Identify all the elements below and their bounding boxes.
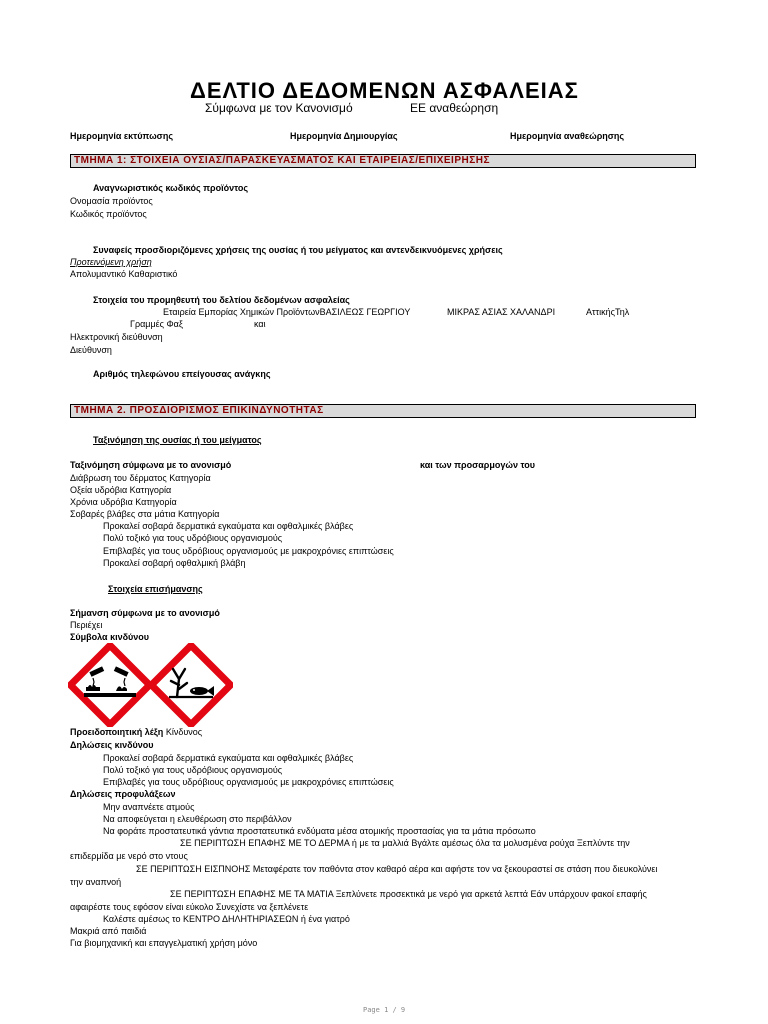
hazard-statement: Επιβλαβές για τους υδρόβιους οργανισμούς με μακροχρόνιες επιπτώσεις xyxy=(103,777,394,787)
supplier-heading: Στοιχεία του προμηθευτή του δελτίου δεδομένων ασφαλείας xyxy=(93,295,350,305)
signal-word-value: Κίνδυνος xyxy=(165,727,203,737)
document-title: ΔΕΛΤΙΟ ΔΕΔΟΜΕΝΩΝ ΑΣΦΑΛΕΙΑΣ xyxy=(190,78,579,103)
emergency-heading: Αριθμός τηλεφώνου επείγουσας ανάγκης xyxy=(93,369,271,379)
classification-adaptations: και των προσαρμογών του xyxy=(420,460,535,470)
precautionary-statement: Να φοράτε προστατευτικά γάντια προστατευτικά ενδύματα μέσα ατομικής προστασίας για τα μάτια πρόσωπο xyxy=(103,826,536,836)
uses-heading: Συναφείς προσδιοριζόμενες χρήσεις της ουσίας ή του μείγματος και αντενδεικνυόμενες χρήσεις xyxy=(93,245,503,255)
section-2-heading-text: ΤΜΗΜΑ 2. ΠΡΟΣΔΙΟΡΙΣΜΟΣ ΕΠΙΚΙΝΔΥΝΟΤΗΤΑΣ xyxy=(74,405,324,416)
print-date-label: Ημερομηνία εκτύπωσης xyxy=(70,131,174,141)
hazard-statement: Προκαλεί σοβαρά δερματικά εγκαύματα και οφθαλμικές βλάβες xyxy=(103,753,354,763)
hazard-statements-label: Δηλώσεις κινδύνου xyxy=(70,740,154,750)
product-code-label: Κωδικός προϊόντος xyxy=(70,209,147,219)
class-line: Χρόνια υδρόβια Κατηγορία xyxy=(70,497,177,507)
classification-heading: Ταξινόμηση της ουσίας ή του μείγματος xyxy=(93,435,262,445)
hazard-symbols-label: Σύμβολα κινδύνου xyxy=(70,632,150,642)
regulation-note: Σύμφωνα με τον Κανονισμό xyxy=(205,101,353,115)
class-statement: Προκαλεί σοβαρή οφθαλμική βλάβη xyxy=(103,558,246,568)
revision-date-label: Ημερομηνία αναθεώρησης xyxy=(510,131,625,141)
recommended-use-label: Προτεινόμενη χρήση xyxy=(70,257,152,267)
precautionary-statement-cont: την αναπνοή xyxy=(70,877,122,887)
lines-fax-label: Γραμμές Φαξ xyxy=(130,319,183,329)
environment-pictogram xyxy=(149,643,233,727)
supplier-address: ΜΙΚΡΑΣ ΑΣΙΑΣ ΧΑΛΑΝΔΡΙ xyxy=(447,307,556,317)
section-1-heading-text: ΤΜΗΜΑ 1: ΣΤΟΙΧΕΙΑ ΟΥΣΙΑΣ/ΠΑΡΑΣΚΕΥΑΣΜΑΤΟΣ ΚΑΙ ΕΤΑΙΡΕΙΑΣ/ΕΠΙΧΕΙΡΗΣΗΣ xyxy=(74,155,490,166)
address-label: Διεύθυνση xyxy=(70,345,112,355)
section-2-heading xyxy=(70,404,696,418)
use-value: Απολυμαντικό Καθαριστικό xyxy=(70,269,178,279)
precautionary-statement: Μην αναπνέετε ατμούς xyxy=(103,802,195,812)
supplier-region: ΑττικήςΤηλ xyxy=(586,307,630,317)
precautionary-statement-cont: επιδερμίδα με νερό στο ντους xyxy=(70,851,188,861)
product-name-label: Ονομασία προϊόντος xyxy=(70,196,153,206)
page-number: Page 1 / 9 xyxy=(363,1006,406,1014)
corrosion-pictogram xyxy=(68,643,152,727)
precautionary-statement: ΣΕ ΠΕΡΙΠΤΩΣΗ ΕΠΑΦΗΣ ΜΕ ΤΟ ΔΕΡΜΑ ή με τα μαλλιά Βγάλτε αμέσως όλα τα μολυσμένα ρούχα Ξεπλύντε την xyxy=(180,838,630,848)
signal-word-label: Προειδοποιητική λέξη xyxy=(70,727,164,737)
precautionary-statement: Για βιομηχανική και επαγγελματική χρήση μόνο xyxy=(70,938,258,948)
and-label: και xyxy=(254,319,266,329)
class-statement: Προκαλεί σοβαρά δερματικά εγκαύματα και οφθαλμικές βλάβες xyxy=(103,521,354,531)
precautionary-statement: ΣΕ ΠΕΡΙΠΤΩΣΗ ΕΙΣΠΝΟΗΣ Μεταφέρατε τον παθόντα στον καθαρό αέρα και αφήστε τον να ξεκουραστεί σε στάση που διευκολύνει xyxy=(136,864,658,874)
email-label: Ηλεκτρονική διεύθυνση xyxy=(70,332,163,342)
precautionary-statement-cont: αφαιρέστε τους εφόσον είναι εύκολο Συνεχίστε να ξεπλένετε xyxy=(70,902,309,912)
precautionary-statement: Να αποφεύγεται η ελευθέρωση στο περιβάλλον xyxy=(103,814,292,824)
revision-note: ΕΕ αναθεώρηση xyxy=(410,101,499,115)
creation-date-label: Ημερομηνία Δημιουργίας xyxy=(290,131,398,141)
label-elements-heading: Στοιχεία επισήμανσης xyxy=(108,584,203,594)
contains-label: Περιέχει xyxy=(70,620,103,630)
labelling-reg: Σήμανση σύμφωνα με το ανονισμό xyxy=(70,608,220,618)
precautionary-label: Δηλώσεις προφυλάξεων xyxy=(70,789,176,799)
identifier-heading: Αναγνωριστικός κωδικός προϊόντος xyxy=(93,183,249,193)
class-line: Διάβρωση του δέρματος Κατηγορία xyxy=(70,473,211,483)
hazard-statement: Πολύ τοξικό για τους υδρόβιους οργανισμούς xyxy=(103,765,283,775)
precautionary-statement: ΣΕ ΠΕΡΙΠΤΩΣΗ ΕΠΑΦΗΣ ΜΕ ΤΑ ΜΑΤΙΑ Ξεπλύνετε προσεκτικά με νερό για αρκετά λεπτά Εάν υπάρχουν φακοί επαφής xyxy=(170,889,647,899)
precautionary-statement: Καλέστε αμέσως το ΚΕΝΤΡΟ ΔΗΛΗΤΗΡΙΑΣΕΩΝ ή ένα γιατρό xyxy=(103,914,350,924)
class-statement: Πολύ τοξικό για τους υδρόβιους οργανισμούς xyxy=(103,533,283,543)
class-line: Οξεία υδρόβια Κατηγορία xyxy=(70,485,172,495)
signal-word-row xyxy=(70,727,202,737)
section-1-heading xyxy=(70,154,696,168)
classification-reg: Ταξινόμηση σύμφωνα με το ανονισμό xyxy=(70,460,232,470)
class-statement: Επιβλαβές για τους υδρόβιους οργανισμούς με μακροχρόνιες επιπτώσεις xyxy=(103,546,394,556)
precautionary-statement: Μακριά από παιδιά xyxy=(70,926,147,936)
supplier-company: Εταιρεία Εμπορίας Χημικών ΠροϊόντωνΒΑΣΙΛΕΩΣ ΓΕΩΡΓΙΟΥ xyxy=(163,307,411,317)
class-line: Σοβαρές βλάβες στα μάτια Κατηγορία xyxy=(70,509,220,519)
